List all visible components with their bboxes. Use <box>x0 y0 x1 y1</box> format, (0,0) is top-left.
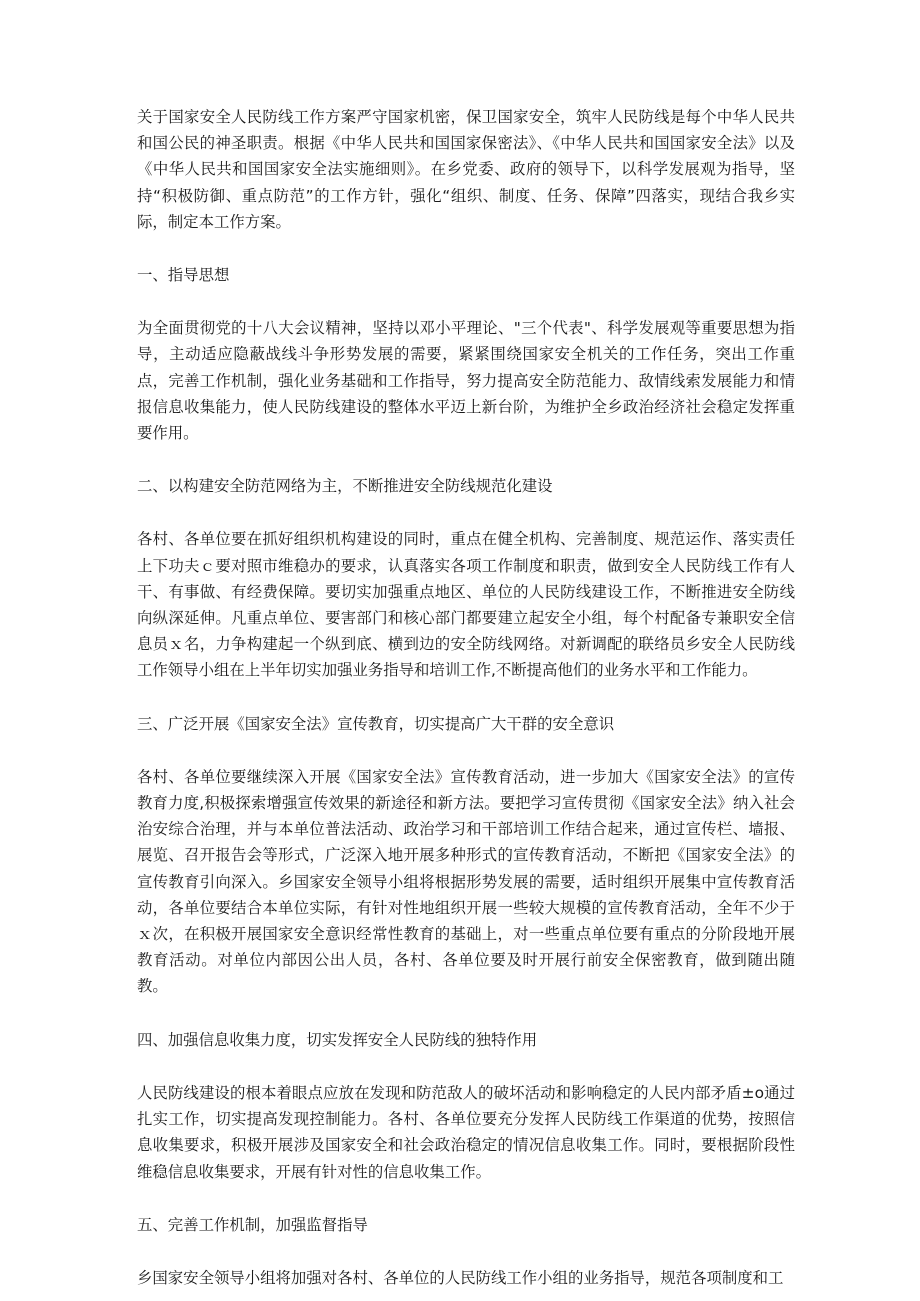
section-2-body: 各村、各单位要在抓好组织机构建设的同时，重点在健全机构、完善制度、规范运作、落实责任上下功夫ｃ要对照市维稳办的要求，认真落实各项工作制度和职责，做到安全人民防线工作有人干、有事做、有经费保障。要切实加强重点地区、单位的人民防线建设工作，不断推进安全防线向纵深延伸。凡重点单位、要害部门和核心部门都要建立起安全小组，每个村配备专兼职安全信息员ｘ名，力争构建起一个纵到底、横到边的安全防线网络。对新调配的联络员乡安全人民防线工作领导小组在上半年切实加强业务指导和培训工作,不断提高他们的业务水平和工作能力。 <box>137 530 795 680</box>
document-page <box>137 104 795 1291</box>
section-4-heading: 四、加强信息收集力度，切实发挥安全人民防线的独特作用 <box>137 1030 538 1049</box>
intro-paragraph: 关于国家安全人民防线工作方案严守国家机密，保卫国家安全，筑牢人民防线是每个中华人民共和国公民的神圣职责。根据《中华人民共和国国家保密法》、《中华人民共和国国家安全法》以及《中华人民共和国国家安全法实施细则》。在乡党委、政府的领导下，以科学发展观为指导，坚持“积极防御、重点防范”的工作方针，强化“组织、制度、任务、保障”四落实，现结合我乡实际，制定本工作方案。 <box>137 108 795 231</box>
section-5-body: 乡国家安全领导小组将加强对各村、各单位的人民防线工作小组的业务指导，规范各项制度和工 <box>137 1268 784 1287</box>
section-3-heading: 三、广泛开展《国家安全法》宣传教育，切实提高广大干群的安全意识 <box>137 714 615 733</box>
section-3-body: 各村、各单位要继续深入开展《国家安全法》宣传教育活动，进一步加大《国家安全法》的宣传教育力度,积极探索增强宣传效果的新途径和新方法。要把学习宣传贯彻《国家安全法》纳入社会治安综合治理，并与本单位普法活动、政治学习和干部培训工作结合起来，通过宣传栏、墙报、展览、召开报告会等形式，广泛深入地开展多种形式的宣传教育活动，不断把《国家安全法》的宣传教育引向深入。乡国家安全领导小组将根据形势发展的需要，适时组织开展集中宣传教育活动，各单位要结合本单位实际，有针对性地组织开展一些较大规模的宣传教育活动，全年不少于ｘ次，在积极开展国家安全意识经常性教育的基础上，对一些重点单位要有重点的分阶段地开展教育活动。对单位内部因公出人员，各村、各单位要及时开展行前安全保密教育，做到随出随教。 <box>137 767 795 996</box>
section-1-body: 为全面贯彻党的十八大会议精神，坚持以邓小平理论、"三个代表"、科学发展观等重要思想为指导，主动适应隐蔽战线斗争形势发展的需要，紧紧围绕国家安全机关的工作任务，突出工作重点，完善工作机制，强化业务基础和工作指导，努力提高安全防范能力、敌情线索发展能力和情报信息收集能力，使人民防线建设的整体水平迈上新台阶，为维护全乡政治经济社会稳定发挥重要作用。 <box>137 319 795 443</box>
section-4-body: 人民防线建设的根本着眼点应放在发现和防范敌人的破坏活动和影响稳定的人民内部矛盾±o通过扎实工作，切实提高发现控制能力。各村、各单位要充分发挥人民防线工作渠道的优势，按照信息收集要求，积极开展涉及国家安全和社会政治稳定的情况信息收集工作。同时，要根据阶段性维稳信息收集要求，开展有针对性的信息收集工作。 <box>137 1083 796 1181</box>
section-5-heading: 五、完善工作机制，加强监督指导 <box>137 1215 368 1234</box>
section-2-heading: 二、以构建安全防范网络为主，不断推进安全防线规范化建设 <box>137 477 553 496</box>
section-1-heading: 一、指导思想 <box>137 266 230 285</box>
